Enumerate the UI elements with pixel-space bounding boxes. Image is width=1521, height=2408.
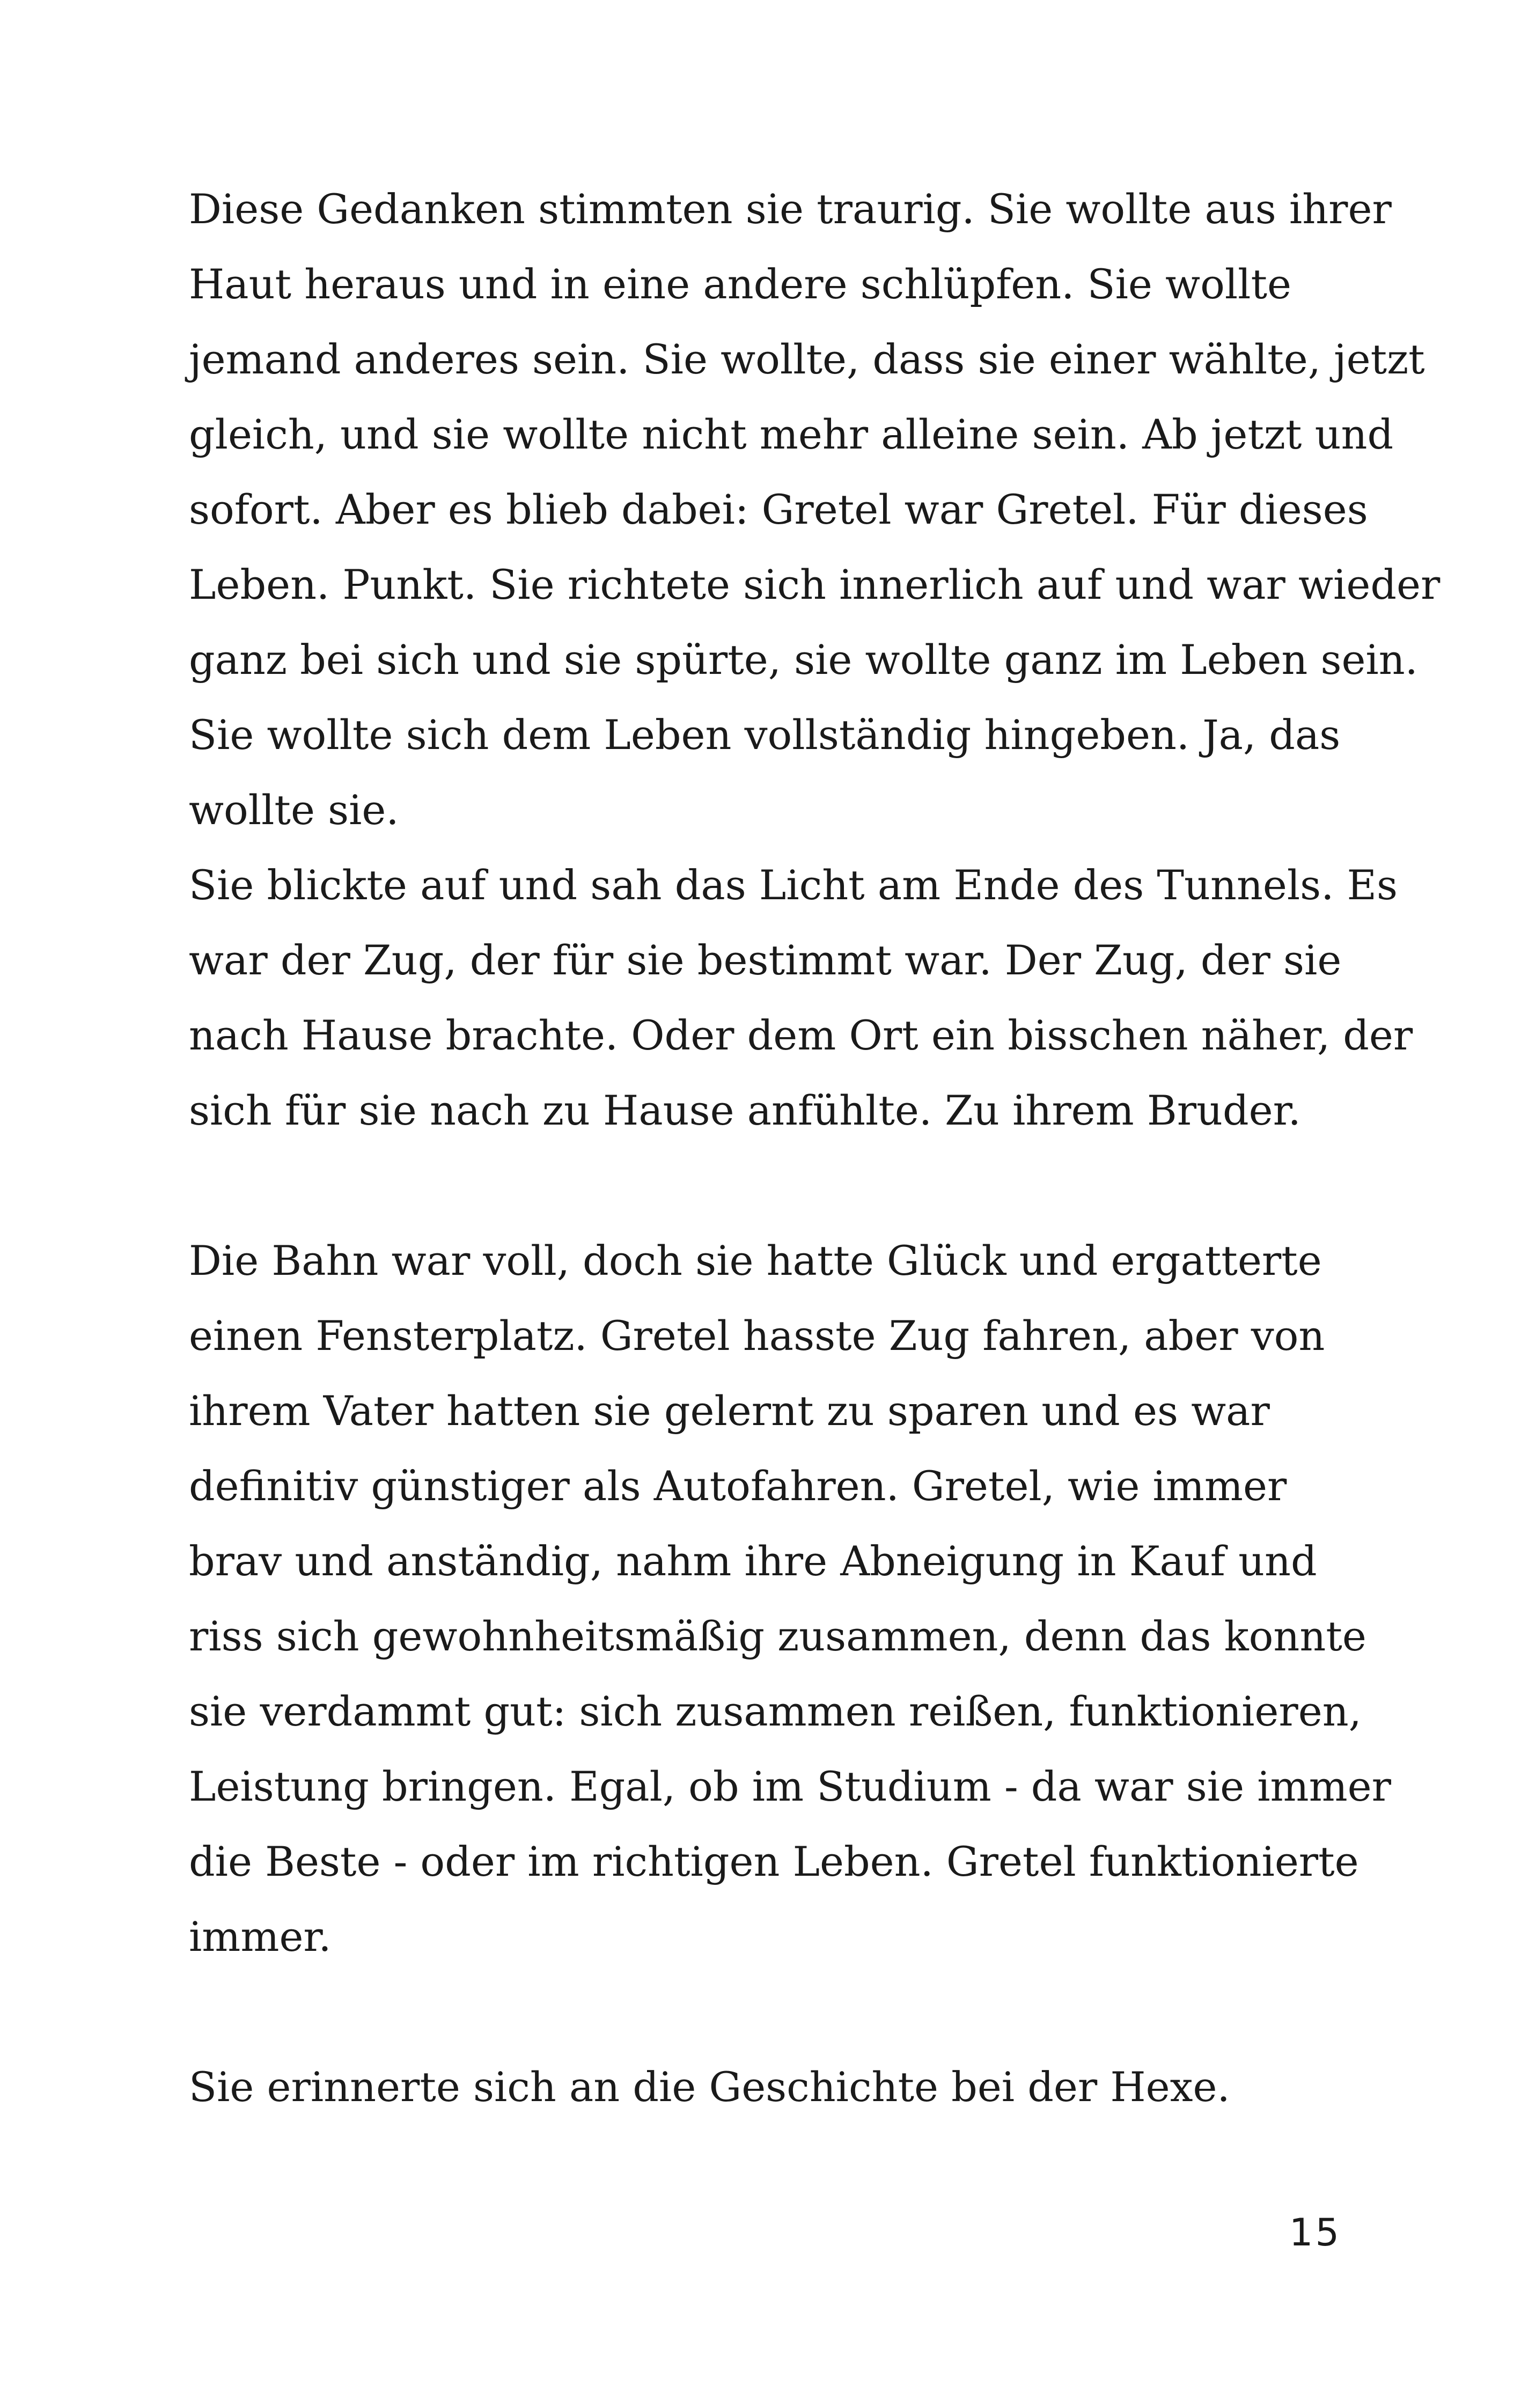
text-line: Sie wollte sich dem Leben vollständig hingeben. Ja, das: [189, 711, 1341, 759]
text-line: Haut heraus und in eine andere schlüpfen. Sie wollte: [189, 260, 1291, 308]
text-line: sie verdammt gut: sich zusammen reißen, funktionieren,: [189, 1687, 1362, 1735]
text-line: Sie erinnerte sich an die Geschichte bei der Hexe.: [189, 2063, 1230, 2111]
text-line: einen Fensterplatz. Gretel hasste Zug fahren, aber von: [189, 1312, 1325, 1360]
text-line: Sie blickte auf und sah das Licht am Ende des Tunnels. Es: [189, 861, 1398, 909]
text-line: Leistung bringen. Egal, ob im Studium - da war sie immer: [189, 1763, 1391, 1810]
text-line: Leben. Punkt. Sie richtete sich innerlich auf und war wieder: [189, 561, 1441, 608]
text-line: war der Zug, der für sie bestimmt war. Der Zug, der sie: [189, 936, 1342, 984]
text-line: die Beste - oder im richtigen Leben. Gretel funktionierte: [189, 1838, 1359, 1885]
text-line: ganz bei sich und sie spürte, sie wollte ganz im Leben sein.: [189, 636, 1418, 684]
text-line: wollte sie.: [189, 786, 399, 834]
text-line: gleich, und sie wollte nicht mehr alleine sein. Ab jetzt und: [189, 410, 1394, 458]
text-line: Die Bahn war voll, doch sie hatte Glück und ergatterte: [189, 1237, 1322, 1284]
text-line: jemand anderes sein. Sie wollte, dass sie einer wählte, jetzt: [189, 335, 1425, 383]
text-line: brav und anständig, nahm ihre Abneigung in Kauf und: [189, 1537, 1317, 1585]
text-line: definitiv günstiger als Autofahren. Gretel, wie immer: [189, 1462, 1287, 1510]
text-line: riss sich gewohnheitsmäßig zusammen, denn das konnte: [189, 1612, 1366, 1660]
page-number: 15: [1289, 2211, 1341, 2255]
text-line: sofort. Aber es blieb dabei: Gretel war Gretel. Für dieses: [189, 486, 1368, 533]
text-line: sich für sie nach zu Hause anfühlte. Zu ihrem Bruder.: [189, 1086, 1301, 1134]
text-line: Diese Gedanken stimmten sie traurig. Sie wollte aus ihrer: [189, 185, 1392, 233]
text-line: nach Hause brachte. Oder dem Ort ein bisschen näher, der: [189, 1011, 1413, 1059]
text-line: ihrem Vater hatten sie gelernt zu sparen und es war: [189, 1387, 1270, 1435]
text-line: immer.: [189, 1913, 332, 1961]
